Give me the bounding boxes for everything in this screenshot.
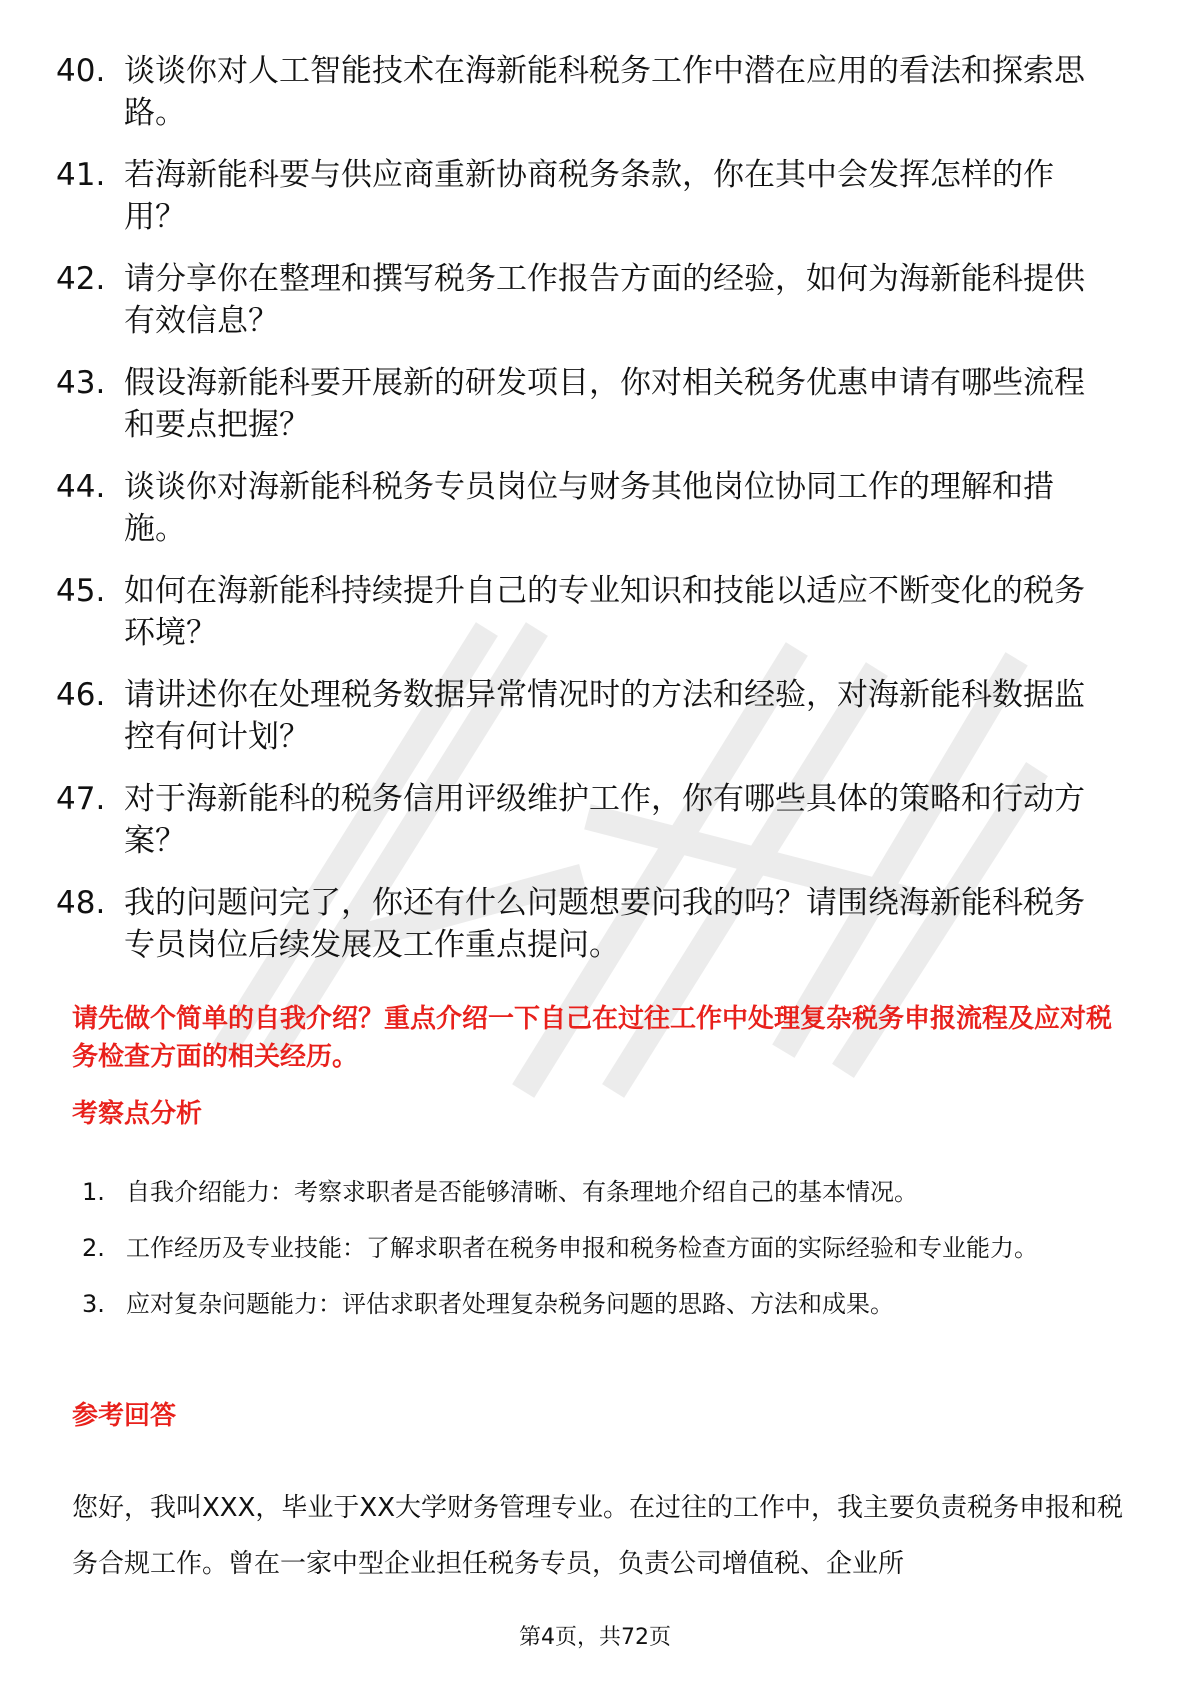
item-number: 42. xyxy=(56,261,106,297)
item-text: 自我介绍能力：考察求职者是否能够清晰、有条理地介绍自己的基本情况。 xyxy=(126,1178,918,1206)
question-title: 请先做个简单的自我介绍？重点介绍一下自己在过往工作中处理复杂税务申报流程及应对税务检查方面的相关经历。 xyxy=(72,1004,1113,1072)
list-item xyxy=(56,154,1136,238)
list-item xyxy=(56,882,1136,966)
page-footer: 第4页，共72页 xyxy=(519,1625,671,1650)
list-item xyxy=(56,362,1136,446)
list-item xyxy=(82,1220,1132,1276)
list-item xyxy=(56,674,1136,758)
list-item xyxy=(56,466,1136,550)
question-list xyxy=(56,50,1136,986)
reference-answer: 您好，我叫XXX，毕业于XX大学财务管理专业。在过往的工作中，我主要负责税务申报和税务合规工作。曾在一家中型企业担任税务专员，负责公司增值税、企业所 xyxy=(72,1493,1124,1579)
list-item xyxy=(82,1276,1132,1332)
item-number: 46. xyxy=(56,677,106,713)
item-number: 43. xyxy=(56,365,106,401)
reference-heading: 参考回答 xyxy=(72,1401,177,1431)
list-item xyxy=(56,778,1136,862)
item-text: 若海新能科要与供应商重新协商税务条款，你在其中会发挥怎样的作用？ xyxy=(124,157,1054,235)
item-text: 我的问题问完了，你还有什么问题想要问我的吗？请围绕海新能科税务专员岗位后续发展及工作重点提问。 xyxy=(124,885,1085,963)
item-number: 48. xyxy=(56,885,106,921)
item-text: 对于海新能科的税务信用评级维护工作，你有哪些具体的策略和行动方案？ xyxy=(124,781,1085,859)
item-text: 谈谈你对海新能科税务专员岗位与财务其他岗位协同工作的理解和措施。 xyxy=(124,469,1054,547)
item-number: 2. xyxy=(82,1234,105,1262)
item-number: 45. xyxy=(56,573,106,609)
analysis-list xyxy=(82,1164,1132,1332)
item-number: 41. xyxy=(56,157,106,193)
item-text: 应对复杂问题能力：评估求职者处理复杂税务问题的思路、方法和成果。 xyxy=(126,1290,894,1318)
item-text: 谈谈你对人工智能技术在海新能科税务工作中潜在应用的看法和探索思路。 xyxy=(124,53,1085,131)
list-item xyxy=(56,258,1136,342)
item-number: 40. xyxy=(56,53,106,89)
item-text: 请分享你在整理和撰写税务工作报告方面的经验，如何为海新能科提供有效信息？ xyxy=(124,261,1085,339)
list-item xyxy=(56,570,1136,654)
item-text: 请讲述你在处理税务数据异常情况时的方法和经验，对海新能科数据监控有何计划？ xyxy=(124,677,1085,755)
item-number: 3. xyxy=(82,1290,105,1318)
item-text: 工作经历及专业技能：了解求职者在税务申报和税务检查方面的实际经验和专业能力。 xyxy=(126,1234,1038,1262)
item-number: 44. xyxy=(56,469,106,505)
list-item xyxy=(82,1164,1132,1220)
item-number: 1. xyxy=(82,1178,105,1206)
item-text: 如何在海新能科持续提升自己的专业知识和技能以适应不断变化的税务环境？ xyxy=(124,573,1085,651)
item-text: 假设海新能科要开展新的研发项目，你对相关税务优惠申请有哪些流程和要点把握？ xyxy=(124,365,1085,443)
item-number: 47. xyxy=(56,781,106,817)
list-item xyxy=(56,50,1136,134)
analysis-heading: 考察点分析 xyxy=(72,1099,203,1129)
